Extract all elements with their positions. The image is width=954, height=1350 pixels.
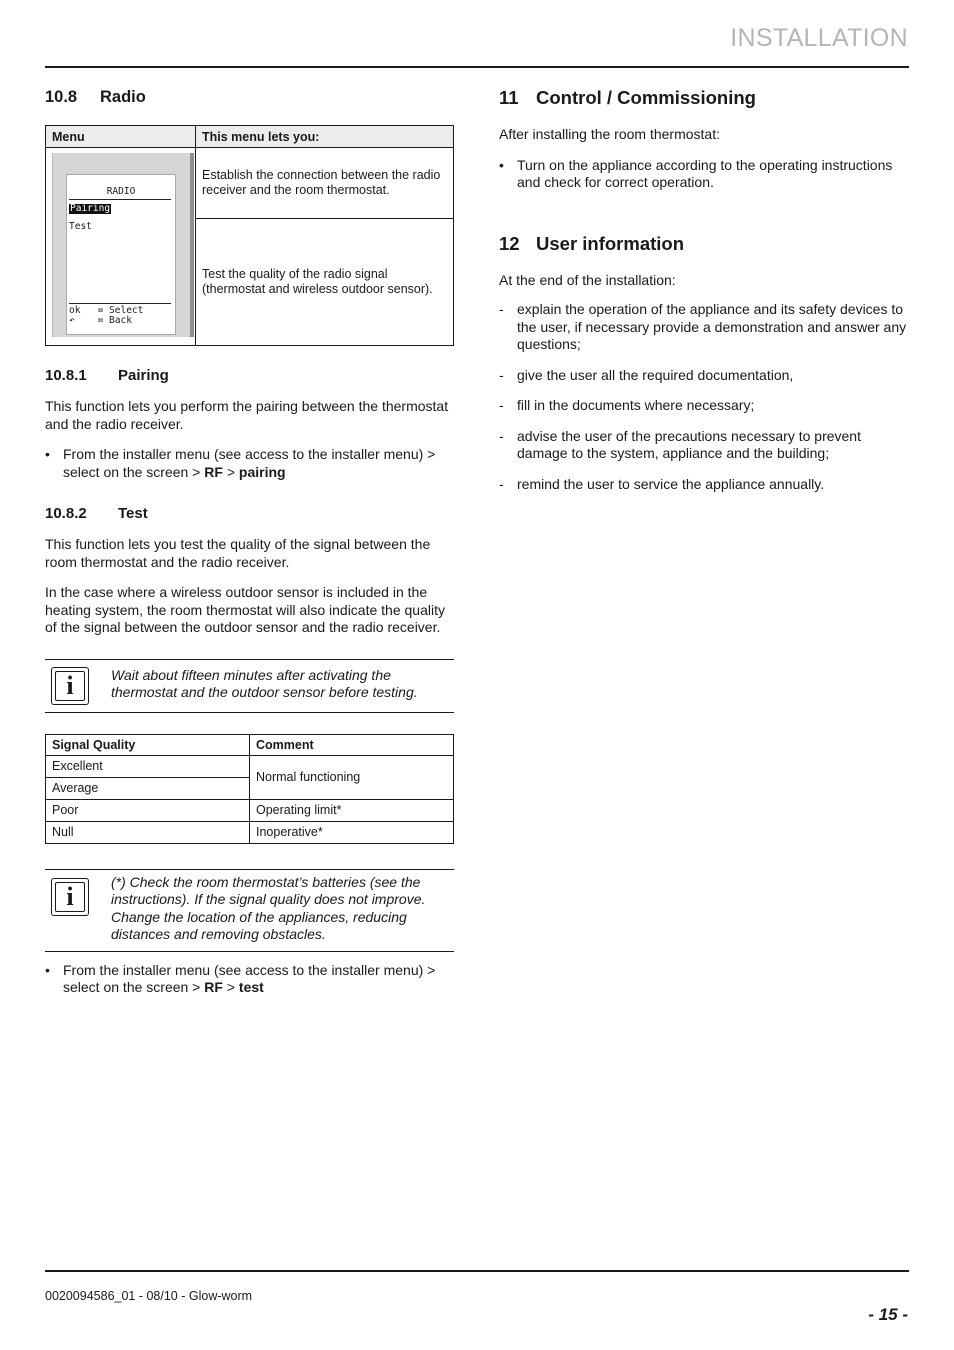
commissioning-instruction — [499, 157, 911, 192]
dash-mark: - — [499, 475, 504, 492]
dash-mark: - — [499, 427, 504, 444]
bullet-text: Turn on the appliance according to the operating instructions and check for correct operation. — [517, 156, 893, 190]
section-10-8-2-heading — [45, 505, 454, 522]
test-description: This function lets you test the quality of the signal between the room thermostat and the radio receiver. — [45, 536, 431, 570]
test-label: test — [238, 979, 264, 995]
bullet-separator: > — [222, 463, 239, 480]
lcd-footer-rule — [69, 303, 171, 304]
left-column — [45, 86, 454, 997]
document-reference: 0020094586_01 - 08/10 - Glow-worm — [45, 1289, 253, 1303]
menu-screen-cell — [46, 148, 196, 346]
comment-header: Comment — [250, 734, 454, 755]
menu-column-header: Menu — [46, 126, 196, 148]
radio-menu-table — [45, 125, 454, 346]
bullet-mark: • — [45, 961, 50, 978]
user-info-intro: At the end of the installation: — [499, 271, 676, 288]
info-icon — [51, 667, 89, 705]
rf-label: RF — [204, 463, 223, 480]
section-title: Pairing — [118, 367, 169, 384]
lcd-footer-back: ↶ = Back — [69, 315, 132, 326]
signal-quality-cell: Null — [46, 821, 250, 843]
list-item — [499, 397, 911, 415]
section-11-heading — [499, 87, 911, 109]
wait-note — [45, 659, 454, 713]
section-10-8-heading — [45, 88, 454, 107]
bullet-text-prefix: From the installer menu (see access to the installer menu) > select on the screen > — [63, 446, 436, 480]
right-column — [499, 86, 911, 493]
info-icon-glyph: i — [55, 882, 85, 912]
section-title: User information — [536, 232, 685, 254]
battery-note-text: (*) Check the room thermostat’s batteries (see the instructions). If the signal quality does not improve. Change the location of the appliances, reducing distances and removing obstacles. — [111, 873, 426, 942]
section-number: 10.8.2 — [45, 505, 87, 522]
list-item-text: remind the user to service the appliance annually. — [517, 475, 825, 492]
header-divider — [45, 66, 909, 68]
info-icon — [51, 878, 89, 916]
comment-cell: Normal functioning — [250, 755, 454, 799]
outdoor-sensor-description: In the case where a wireless outdoor sensor is included in the heating system, the room thermostat will also indicate the quality of the signal between the outdoor sensor and the radio receiver. — [45, 584, 445, 635]
signal-quality-cell: Average — [46, 777, 250, 799]
list-item — [499, 301, 911, 354]
commissioning-intro: After installing the room thermostat: — [499, 126, 720, 142]
dash-mark: - — [499, 397, 504, 413]
list-item-text: explain the operation of the appliance and its safety devices to the user, if necessary provide a demonstration and answer any questions; — [517, 301, 907, 352]
bullet-mark: • — [45, 446, 50, 462]
list-item — [499, 367, 911, 385]
list-item — [499, 476, 911, 494]
menu-row-test-desc: Test the quality of the radio signal (thermostat and wireless outdoor sensor). — [196, 219, 454, 346]
lcd-option-test: Test — [69, 221, 92, 232]
comment-cell: Inoperative* — [250, 821, 454, 843]
bullet-mark: • — [499, 156, 504, 173]
lcd-footer-select: ok = Select — [69, 305, 144, 316]
section-10-8-1-heading — [45, 367, 454, 384]
pairing-instruction — [45, 446, 454, 481]
signal-quality-cell: Excellent — [46, 755, 250, 777]
section-number: 11 — [499, 87, 519, 108]
pairing-description: This function lets you perform the pairing between the thermostat and the radio receiver. — [45, 398, 449, 432]
lcd-title: RADIO — [106, 186, 136, 197]
signal-quality-cell: Poor — [46, 799, 250, 821]
lcd-selected-option: Pairing — [70, 203, 111, 214]
menu-row-pairing-desc: Establish the connection between the radio receiver and the room thermostat. — [196, 148, 454, 219]
list-item — [499, 428, 911, 463]
list-item-text: fill in the documents where necessary; — [517, 397, 755, 413]
lcd-title-rule — [69, 199, 171, 200]
table-row — [46, 799, 454, 821]
thermostat-display — [52, 153, 194, 337]
footer-divider — [45, 1270, 909, 1272]
lcd-screen — [66, 174, 176, 335]
bullet-text — [63, 446, 454, 481]
dash-mark: - — [499, 301, 504, 317]
test-instruction — [45, 962, 454, 997]
section-title: Control / Commissioning — [536, 87, 756, 108]
rf-label: RF — [204, 979, 223, 995]
info-icon-glyph: i — [55, 671, 85, 701]
section-title: Radio — [100, 88, 146, 106]
bullet-text-prefix: From the installer menu (see access to the installer menu) > select on the screen > — [63, 961, 436, 995]
page-header-title: INSTALLATION — [730, 24, 908, 52]
section-title: Test — [118, 505, 148, 522]
section-12-heading — [499, 233, 911, 255]
list-item-text: give the user all the required documentation, — [517, 366, 794, 383]
wait-note-text: Wait about fifteen minutes after activating the thermostat and the outdoor sensor before testing. — [111, 666, 418, 700]
section-number: 10.8.1 — [45, 367, 87, 384]
page-number: - 15 - — [868, 1305, 908, 1324]
dash-mark: - — [499, 366, 504, 383]
bullet-text — [63, 962, 454, 997]
signal-quality-table — [45, 734, 454, 844]
battery-note — [45, 869, 454, 952]
section-number: 12 — [499, 232, 520, 254]
section-number: 10.8 — [45, 88, 78, 106]
pairing-label: pairing — [238, 463, 286, 480]
lets-column-header: This menu lets you: — [196, 126, 454, 148]
comment-cell: Operating limit* — [250, 799, 454, 821]
table-row — [46, 755, 454, 777]
table-row — [46, 821, 454, 843]
list-item-text: advise the user of the precautions necessary to prevent damage to the system, appliance and the building; — [517, 427, 861, 461]
signal-quality-header: Signal Quality — [46, 734, 250, 755]
bullet-separator: > — [222, 979, 239, 995]
